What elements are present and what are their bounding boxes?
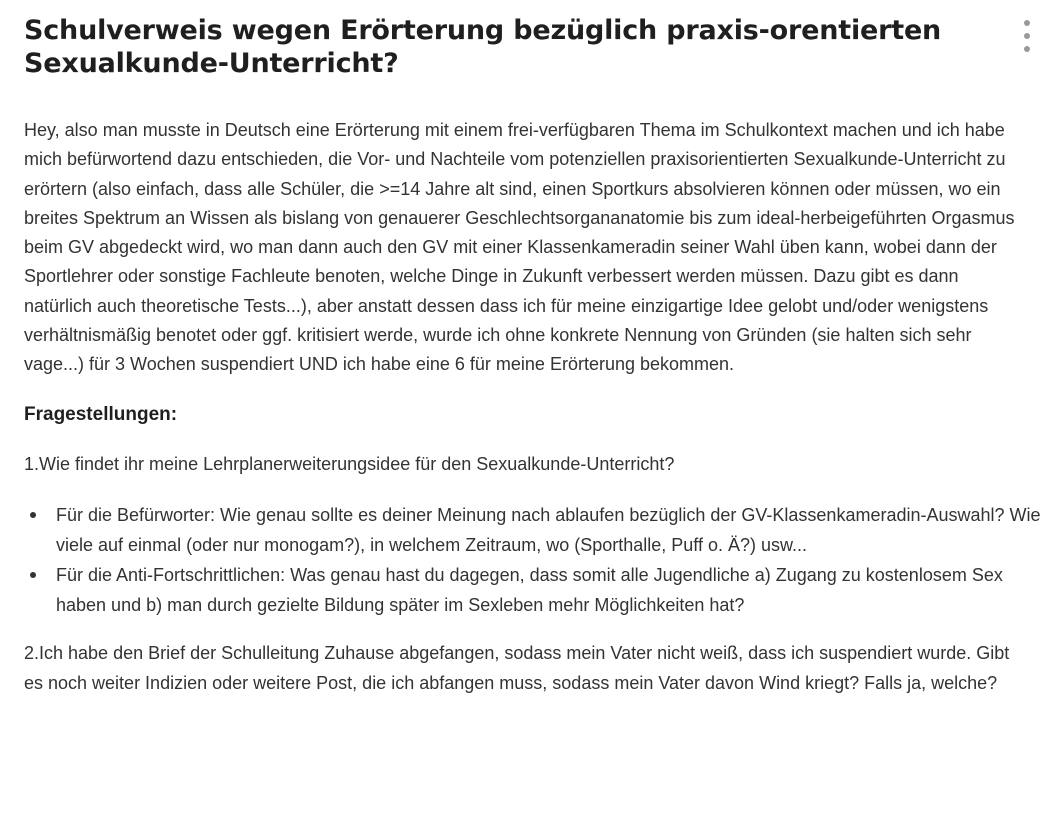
question-1-bullets [24, 500, 1041, 620]
post-body: Hey, also man musste in Deutsch eine Erörterung mit einem frei-verfügbaren Thema im Schulkontext machen und ich habe mich befürwortend dazu entschieden, die Vor- und Nachteile vom potenziellen praxisorientierten Sexualkunde-Unterricht zu erörtern (also einfach, dass alle Schüler, die >=14 Jahre alt sind, einen Sportkurs absolvieren können oder müssen, wo ein breites Spektrum an Wissen als bislang von genauerer Geschlechtsorgananatomie bis zum ideal-herbeigeführten Orgasmus beim GV abgedeckt wird, wo man dann auch den GV mit einer Klassenkameradin seiner Wahl üben kann, wobei dann der Sportlehrer oder sonstige Fachleute benoten, welche Dinge in Zukunft verbessert werden müssen. Dazu gibt es dann natürlich auch theoretische Tests...), aber anstatt dessen dass ich für meine einzigartige Idee gelobt und/oder wenigstens verhältnismäßig benotet oder ggf. kritisiert werde, wurde ich ohne konkrete Nennung von Gründen (sie halten sich sehr vage...) für 3 Wochen suspendiert UND ich habe eine 6 für meine Erörterung bekommen. [24, 120, 1015, 375]
question-1: 1.Wie findet ihr meine Lehrplanerweiterungsidee für den Sexualkunde-Unterricht? [24, 453, 675, 474]
question-2: 2.Ich habe den Brief der Schulleitung Zuhause abgefangen, sodass mein Vater nicht weiß, dass ich suspendiert wurde. Gibt es noch weiter Indizien oder weitere Post, die ich abfangen muss, sodass mein Vater davon Wind kriegt? Falls ja, welche? [24, 642, 1010, 693]
bullet-icon [30, 572, 36, 578]
more-vertical-icon-dot-2 [1024, 33, 1030, 39]
bullet-icon [30, 512, 36, 518]
questions-heading: Fragestellungen: [24, 403, 178, 425]
question-post [24, 14, 1041, 698]
more-options-button[interactable] [1017, 18, 1037, 54]
list-item [24, 500, 1046, 560]
bullet-text: Für die Befürworter: Wie genau sollte es deiner Meinung nach ablaufen bezüglich der GV-Klassenkameradin-Auswahl? Wie viele auf einmal (oder nur monogam?), in welchem Zeitraum, wo (Sporthalle, Puff o. Ä?) usw... [56, 504, 1041, 555]
bullet-text: Für die Anti-Fortschrittlichen: Was genau hast du dagegen, dass somit alle Jugendliche a) Zugang zu kostenlosem Sex haben und b) man durch gezielte Bildung später im Sexleben mehr Möglichkeiten hat? [56, 564, 1003, 615]
list-item [24, 560, 1046, 620]
more-vertical-icon [1024, 20, 1030, 26]
more-vertical-icon-dot-3 [1024, 46, 1030, 52]
post-title: Schulverweis wegen Erörterung bezüglich praxis-orentierten Sexualkunde-Unterricht? [24, 15, 942, 79]
